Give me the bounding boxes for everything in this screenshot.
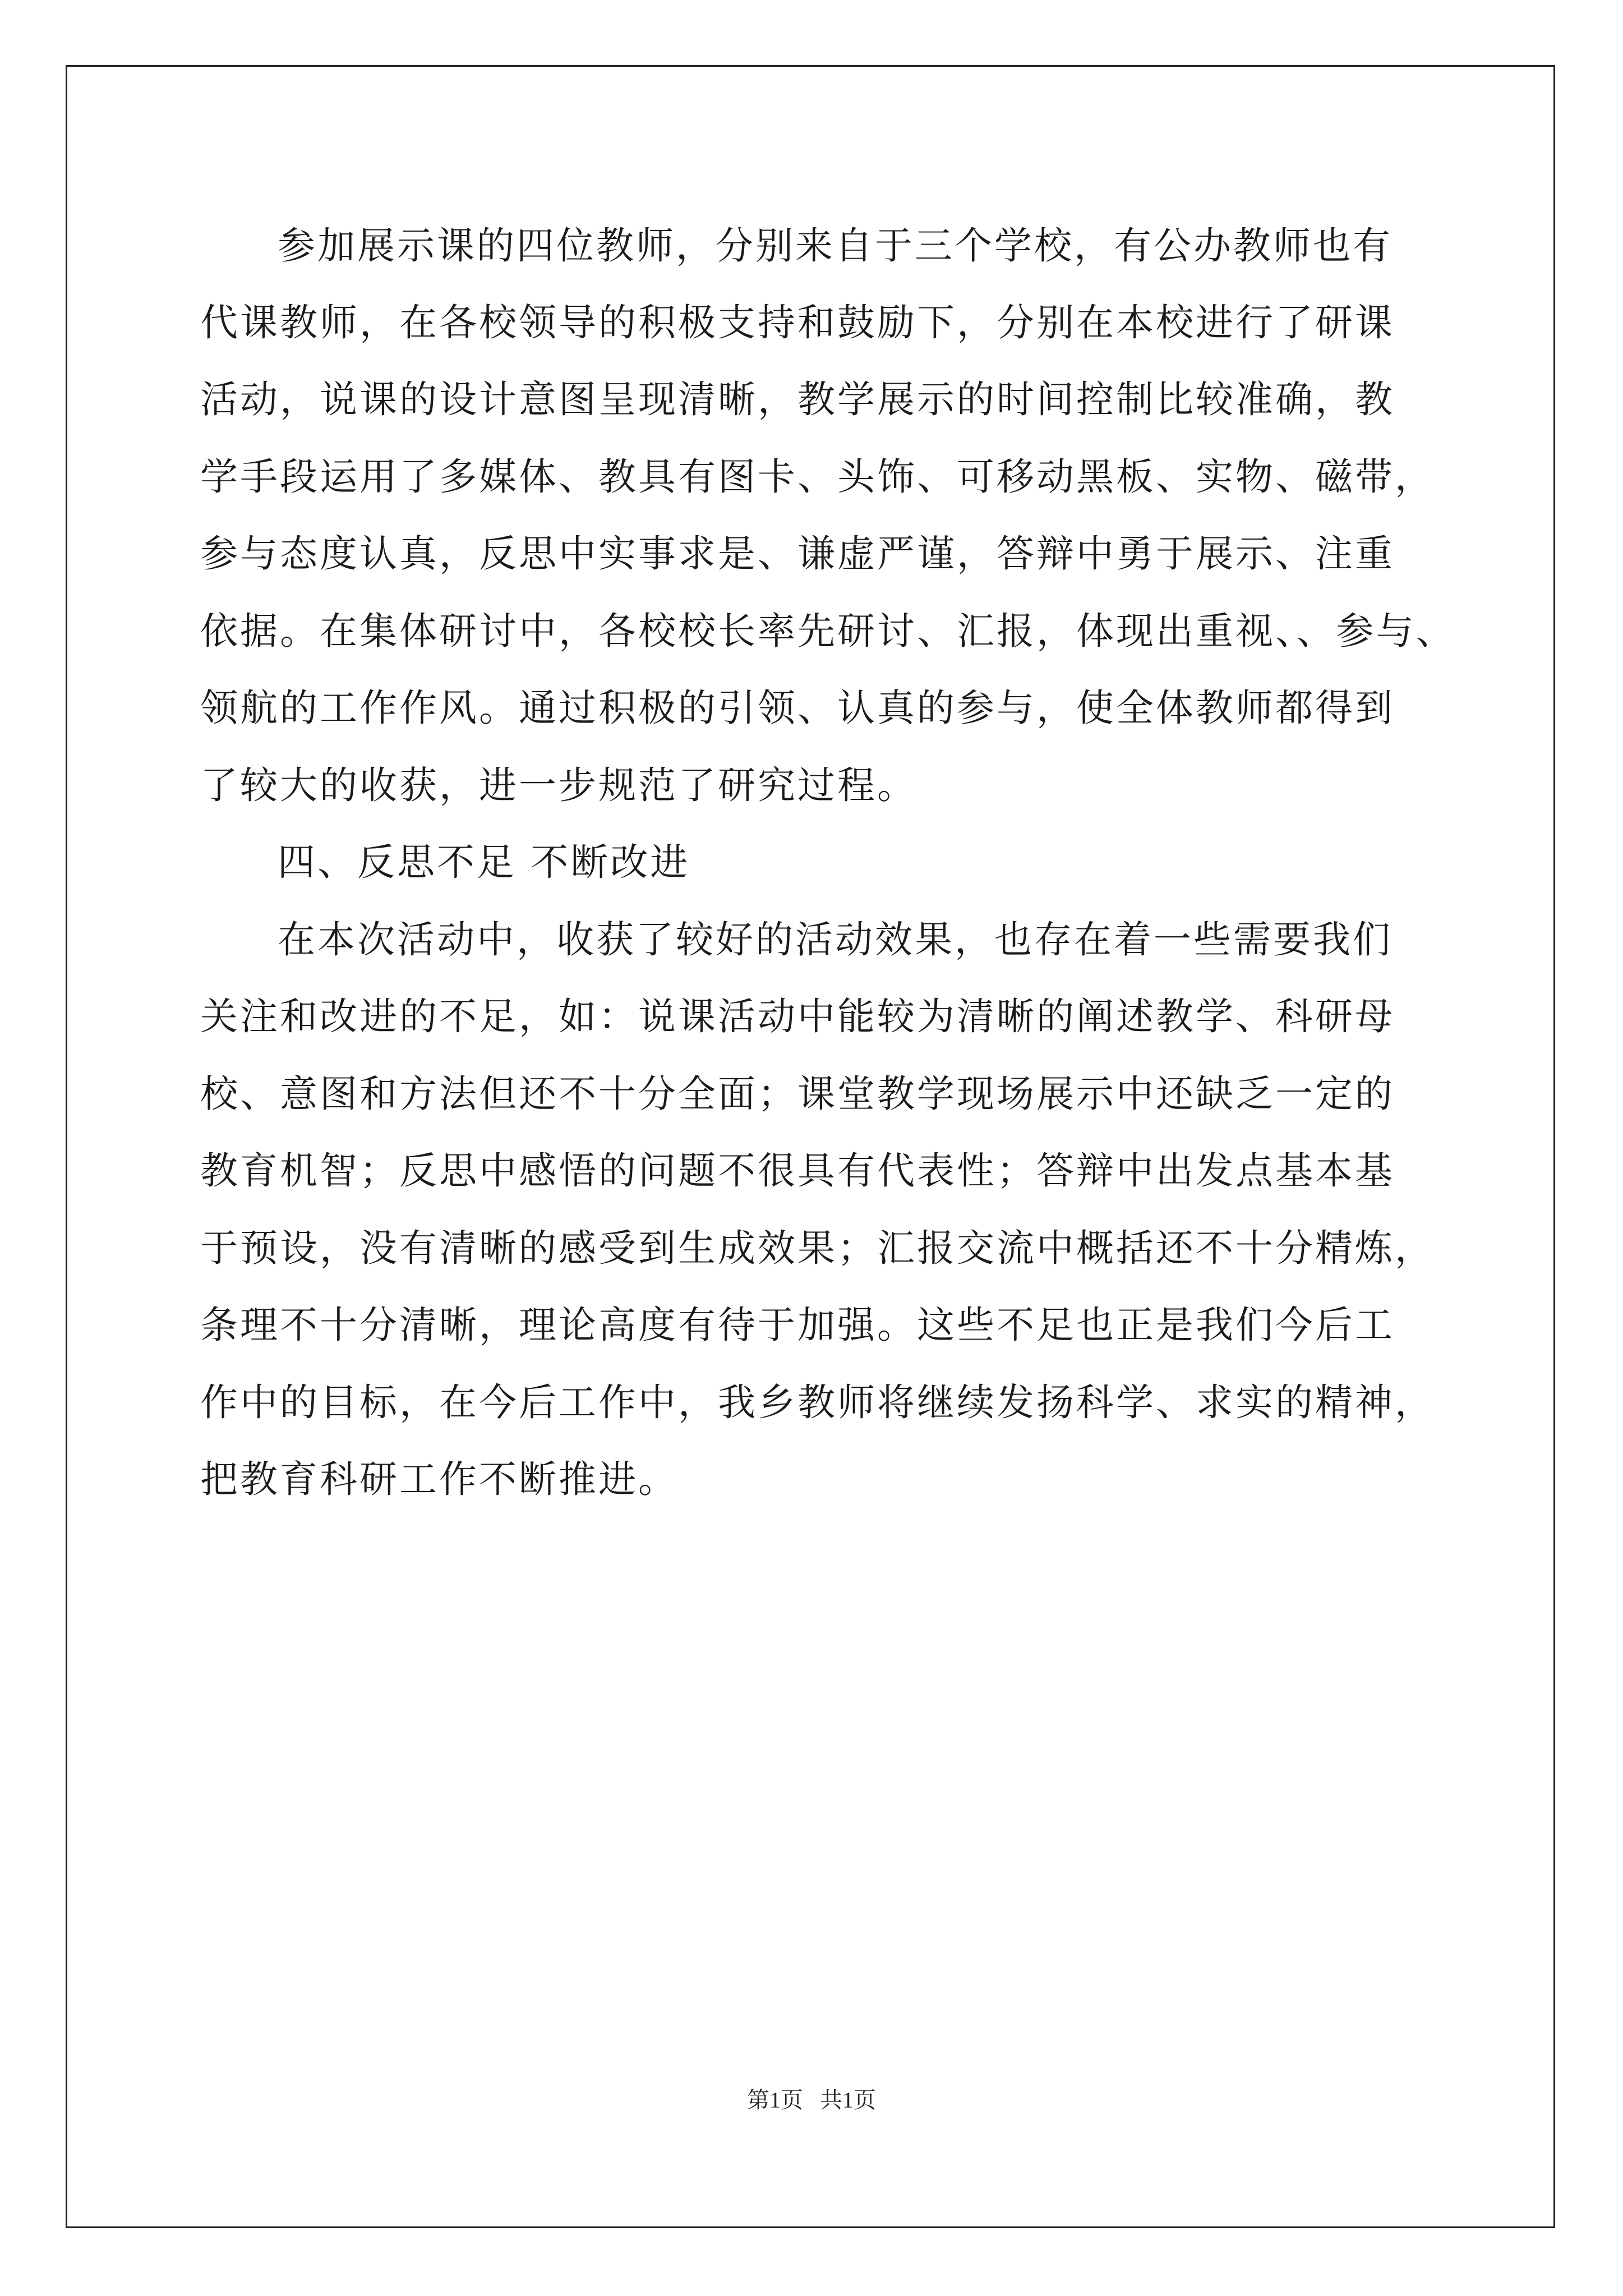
paragraph-line: 领航的工作作风。通过积极的引领、认真的参与，使全体教师都得到 xyxy=(200,686,1395,730)
page-number-footer: 第1页 共1页 xyxy=(747,2087,876,2113)
paragraph-line: 活动，说课的设计意图呈现清晰，教学展示的时间控制比较准确，教 xyxy=(200,378,1395,421)
paragraph-line: 校、意图和方法但还不十分全面；课堂教学现场展示中还缺乏一定的 xyxy=(200,1072,1395,1116)
paragraph-line: 于预设，没有清晰的感受到生成效果；汇报交流中概括还不十分精炼， xyxy=(200,1226,1435,1270)
paragraph-line: 了较大的收获，进一步规范了研究过程。 xyxy=(200,763,917,807)
paragraph-line: 关注和改进的不足，如：说课活动中能较为清晰的阐述教学、科研母 xyxy=(200,995,1395,1038)
paragraph-line: 把教育科研工作不断推进。 xyxy=(200,1457,678,1501)
paragraph-line: 条理不十分清晰，理论高度有待于加强。这些不足也正是我们今后工 xyxy=(200,1303,1395,1347)
paragraph-line: 依据。在集体研讨中，各校校长率先研讨、汇报，体现出重视、、参与、 xyxy=(200,609,1456,653)
paragraph-line: 在本次活动中，收获了较好的活动效果，也存在着一些需要我们 xyxy=(278,918,1393,961)
paragraph-line: 参加展示课的四位教师，分别来自于三个学校，有公办教师也有 xyxy=(278,224,1393,268)
paragraph-line: 代课教师，在各校领导的积极支持和鼓励下，分别在本校进行了研课 xyxy=(200,301,1395,344)
paragraph-line: 参与态度认真，反思中实事求是、谦虚严谨，答辩中勇于展示、注重 xyxy=(200,532,1395,576)
paragraph-line: 作中的目标，在今后工作中，我乡教师将继续发扬科学、求实的精神， xyxy=(200,1381,1435,1424)
section-heading: 四、反思不足 不断改进 xyxy=(278,840,690,884)
paragraph-line: 学手段运用了多媒体、教具有图卡、头饰、可移动黑板、实物、磁带， xyxy=(200,455,1435,499)
paragraph-line: 教育机智；反思中感悟的问题不很具有代表性；答辩中出发点基本基 xyxy=(200,1149,1395,1193)
